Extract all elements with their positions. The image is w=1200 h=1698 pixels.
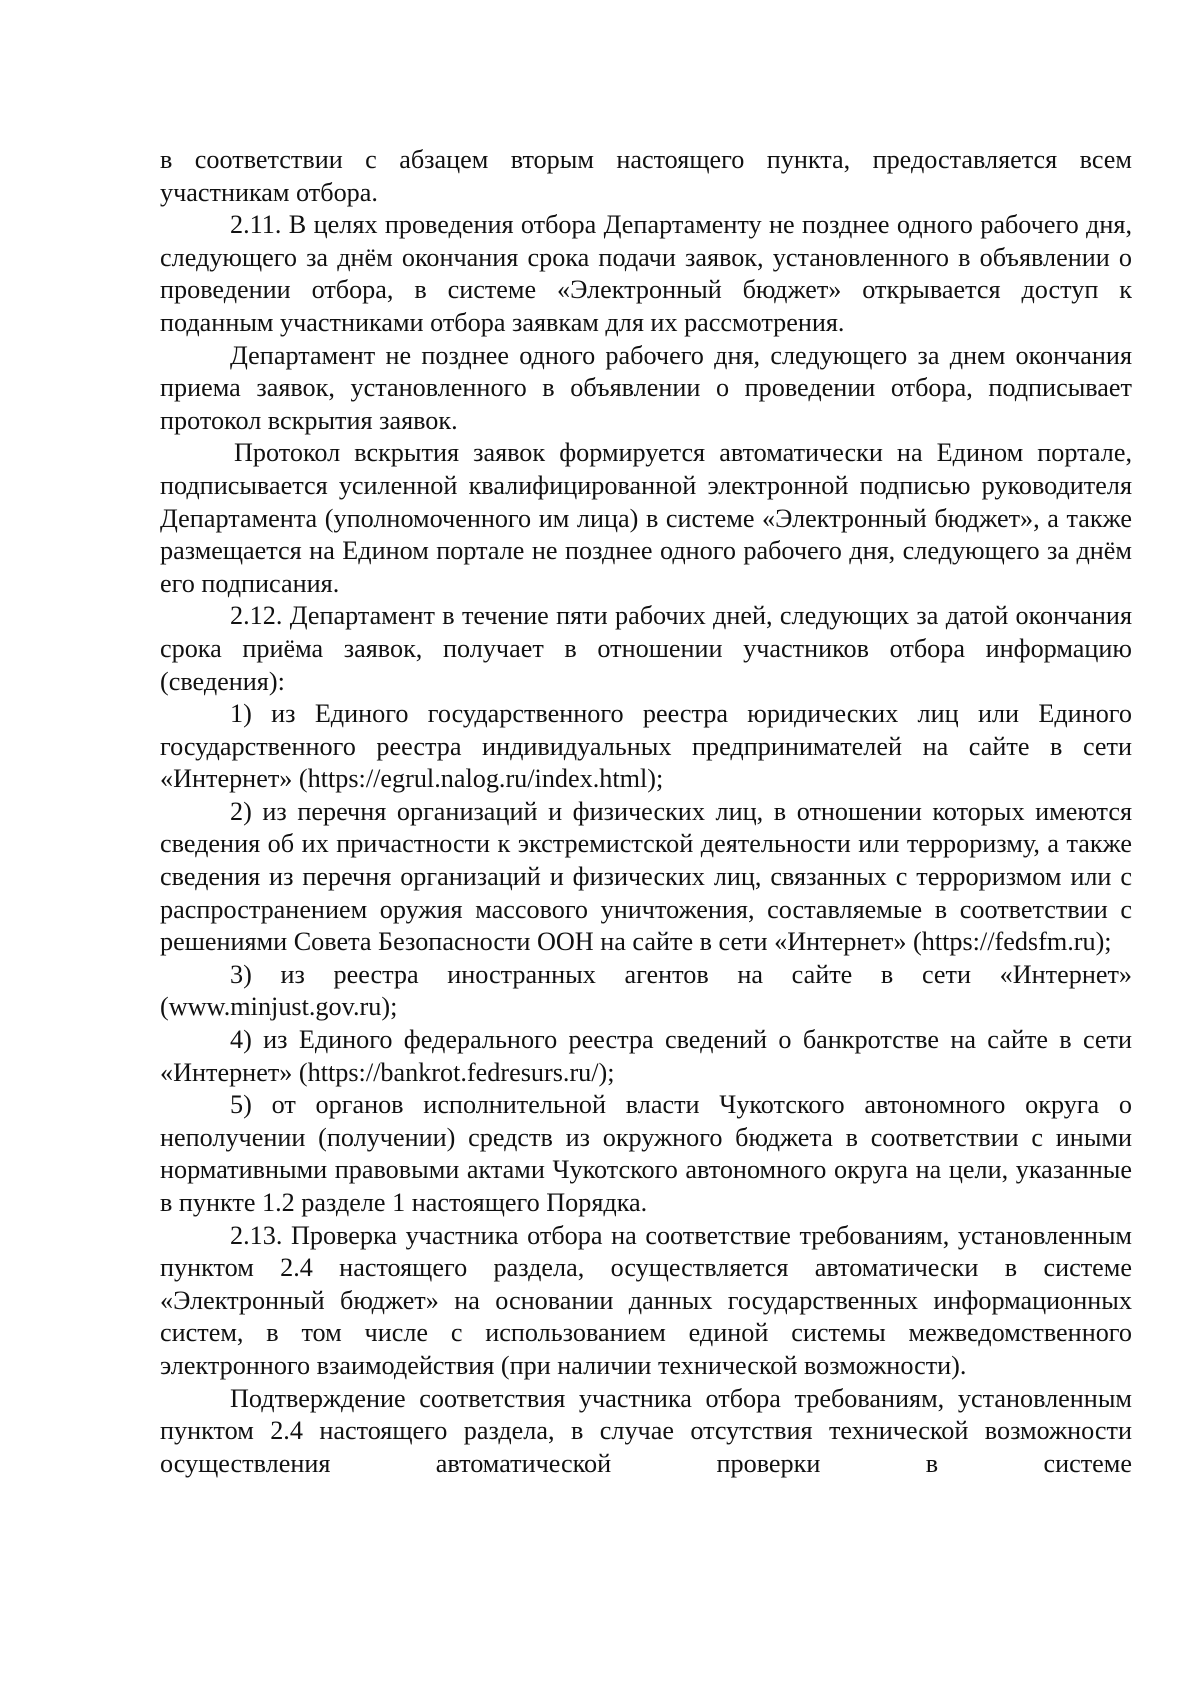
paragraph-2-11: 2.11. В целях проведения отбора Департаменту не позднее одного рабочего дня, следующего за днём окончания срока подачи заявок, установленного в объявлении о проведении отбора, в системе «Электронный бюджет» открывается доступ к поданным участниками отбора заявкам для их рассмотрения. [160,210,1132,337]
paragraph-continuation: в соответствии с абзацем вторым настоящего пункта, предоставляется всем участникам отбора. [160,145,1132,207]
paragraph-2-12: 2.12. Департамент в течение пяти рабочих дней, следующих за датой окончания срока приёма заявок, получает в отношении участников отбора информацию (сведения): [160,601,1132,696]
list-item-2: 2) из перечня организаций и физических лиц, в отношении которых имеются сведения об их причастности к экстремистской деятельности или терроризму, а также сведения из перечня организаций и физических лиц, связанных с терроризмом или с распространением оружия массового уничтожения, составляемые в соответствии с решениями Совета Безопасности ООН на сайте в сети «Интернет» (https://fedsfm.ru); [160,796,1132,957]
list-item-1: 1) из Единого государственного реестра юридических лиц или Единого государственного реестра индивидуальных предпринимателей на сайте в сети «Интернет» (https://egrul.nalog.ru/index.html); [160,699,1132,794]
paragraph-protocol-signing: Департамент не позднее одного рабочего дня, следующего за днем окончания приема заявок, установленного в объявлении о проведении отбора, подписывает протокол вскрытия заявок. [160,340,1132,435]
list-item-3: 3) из реестра иностранных агентов на сайте в сети «Интернет» (www.minjust.gov.ru); [160,959,1132,1022]
paragraph-confirmation: Подтверждение соответствия участника отбора требованиям, установленным пунктом 2.4 настоящего раздела, в случае отсутствия технической возможности осуществления автоматической проверки в системе [160,1383,1132,1478]
paragraph-2-13: 2.13. Проверка участника отбора на соответствие требованиям, установленным пунктом 2.4 настоящего раздела, осуществляется автоматически в системе «Электронный бюджет» на основании данных государственных информационных систем, в том числе с использованием единой системы межведомственного электронного взаимодействия (при наличии технической возможности). [160,1220,1132,1380]
paragraph-protocol-formation: Протокол вскрытия заявок формируется автоматически на Едином портале, подписывается усиленной квалифицированной электронной подписью руководителя Департамента (уполномоченного им лица) в системе «Электронный бюджет», а также размещается на Едином портале не позднее одного рабочего дня, следующего за днём его подписания. [160,438,1132,598]
list-item-5: 5) от органов исполнительной власти Чукотского автономного округа о неполучении (получении) средств из окружного бюджета в соответствии с иными нормативными правовыми актами Чукотского автономного округа на цели, указанные в пункте 1.2 разделе 1 настоящего Порядка. [160,1090,1132,1217]
list-item-4: 4) из Единого федерального реестра сведений о банкротстве на сайте в сети «Интернет» (https://bankrot.fedresurs.ru/); [160,1025,1132,1087]
document-page [160,144,1132,1480]
